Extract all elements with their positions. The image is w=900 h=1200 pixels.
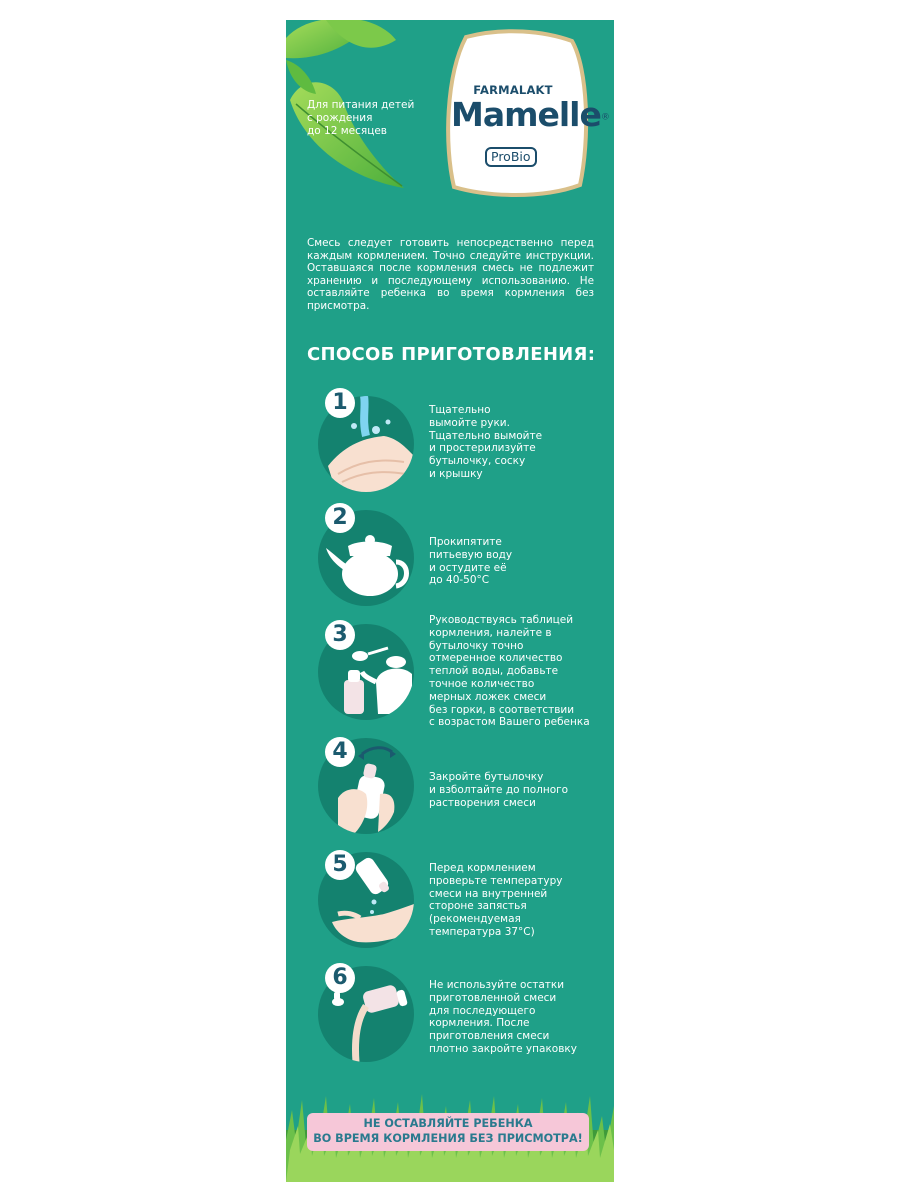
step-line: смеси на внутренней	[429, 887, 548, 900]
step-line: Прокипятите	[429, 536, 502, 548]
step-line: с возрастом Вашего ребенка	[429, 716, 590, 729]
step-1-text	[429, 404, 605, 481]
step-line: проверьте температуру	[429, 874, 563, 887]
step-line: мерных ложек смеси	[429, 690, 547, 703]
step-line: без горки, в соответствии	[429, 703, 575, 716]
logo-brand: Mamelle	[451, 95, 601, 134]
step-line: и крышку	[429, 467, 483, 480]
step-line: для последующего	[429, 1004, 536, 1017]
step-4-text	[429, 771, 605, 809]
step-line: бутылочку, соску	[429, 455, 526, 468]
step-line: до 40-50°С	[429, 574, 490, 587]
step-line: Закройте бутылочку	[429, 771, 544, 783]
step-line: вымойте руки.	[429, 416, 510, 429]
step-line: кормления, налейте в	[429, 626, 552, 639]
step-line: температура 37°С)	[429, 925, 535, 938]
step-line: и взболтайте до полного	[429, 783, 569, 796]
brand-logo	[444, 29, 610, 199]
step-line: питьевую воду	[429, 548, 513, 561]
step-line: растворения смеси	[429, 796, 536, 809]
step-line: приготовления смеси	[429, 1030, 550, 1043]
step-line: точное количество	[429, 677, 535, 690]
logo-maker: FARMALAKT	[473, 83, 553, 97]
step-6-text	[429, 979, 605, 1056]
step-line: Не используйте остатки	[429, 979, 565, 991]
step-line: Руководствуясь таблицей	[429, 614, 574, 626]
step-line: кормления. После	[429, 1017, 530, 1030]
notice-line: ВО ВРЕМЯ КОРМЛЕНИЯ БЕЗ ПРИСМОТРА!	[313, 1132, 583, 1145]
intro-line: с рождения	[307, 112, 373, 124]
step-number: 2	[325, 503, 355, 533]
step-line: Тщательно	[429, 404, 491, 416]
step-3-text	[429, 614, 605, 729]
step-line: Перед кормлением	[429, 862, 536, 874]
step-2-text	[429, 536, 605, 587]
step-line: отмеренное количество	[429, 652, 563, 665]
step-number: 5	[325, 850, 355, 880]
step-line: и остудите её	[429, 561, 507, 574]
intro-line: до 12 месяцев	[307, 125, 387, 137]
supervision-notice	[307, 1113, 589, 1151]
logo-probio: ProBio	[485, 147, 537, 167]
section-title: СПОСОБ ПРИГОТОВЛЕНИЯ:	[307, 344, 596, 365]
step-line: стороне запястья	[429, 900, 527, 913]
intro-line: Для питания детей	[307, 99, 415, 111]
step-line: Тщательно вымойте	[429, 429, 543, 442]
step-line: бутылочку точно	[429, 639, 524, 652]
step-number: 3	[325, 620, 355, 650]
step-5-text	[429, 862, 605, 939]
step-line: (рекомендуемая	[429, 913, 521, 926]
step-line: плотно закройте упаковку	[429, 1042, 577, 1055]
preparation-warning: Смесь следует готовить непосредственно перед каждым кормлением. Точно следуйте инструкции. Оставшаяся после кормления смесь не подлежит хранению и последующему использованию. Не оставляйте ребенка во время кормления без присмотра.	[307, 237, 594, 312]
step-line: приготовленной смеси	[429, 991, 557, 1004]
step-number: 1	[325, 388, 355, 418]
step-line: теплой воды, добавьте	[429, 665, 559, 678]
step-number: 4	[325, 737, 355, 767]
step-line: и простерилизуйте	[429, 442, 536, 455]
notice-line: НЕ ОСТАВЛЯЙТЕ РЕБЕНКА	[363, 1117, 533, 1130]
age-intro	[307, 99, 432, 138]
registered-mark: ®	[600, 112, 610, 123]
step-number: 6	[325, 963, 355, 993]
